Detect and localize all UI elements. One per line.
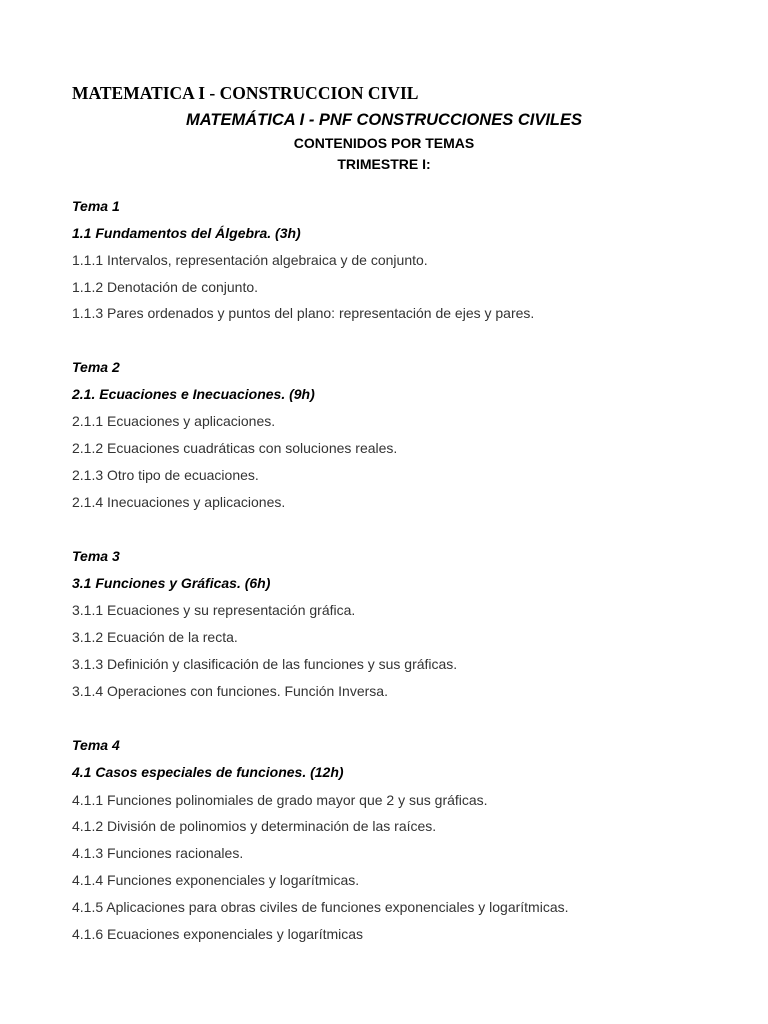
list-item: 2.1.4 Inecuaciones y aplicaciones. (72, 494, 286, 510)
document-title: MATEMATICA I - CONSTRUCCION CIVIL (72, 83, 419, 103)
list-item: 1.1.1 Intervalos, representación algebraica y de conjunto. (72, 252, 428, 268)
list-item: 4.1.5 Aplicaciones para obras civiles de funciones exponenciales y logarítmicas. (72, 899, 569, 915)
list-item: 3.1.1 Ecuaciones y su representación gráfica. (72, 602, 356, 618)
contents-heading: CONTENIDOS POR TEMAS (293, 135, 475, 151)
list-item: 4.1.1 Funciones polinomiales de grado mayor que 2 y sus gráficas. (72, 792, 488, 808)
list-item: 4.1.2 División de polinomios y determinación de las raíces. (72, 818, 437, 834)
section-title: 1.1 Fundamentos del Álgebra. (3h) (72, 225, 301, 241)
topic-label: Tema 2 (72, 359, 120, 375)
list-item: 4.1.4 Funciones exponenciales y logarítmicas. (72, 872, 360, 888)
list-item: 4.1.3 Funciones racionales. (72, 845, 244, 861)
topic-label: Tema 3 (72, 548, 120, 564)
list-item: 3.1.4 Operaciones con funciones. Función Inversa. (72, 683, 388, 699)
document-subtitle: MATEMÁTICA I - PNF CONSTRUCCIONES CIVILES (186, 111, 582, 129)
list-item: 2.1.3 Otro tipo de ecuaciones. (72, 467, 259, 483)
section-title: 4.1 Casos especiales de funciones. (12h) (72, 764, 344, 780)
list-item: 4.1.6 Ecuaciones exponenciales y logarítmicas (72, 926, 364, 942)
list-item: 1.1.3 Pares ordenados y puntos del plano: representación de ejes y pares. (72, 305, 535, 321)
topic-label: Tema 4 (72, 737, 120, 753)
list-item: 2.1.2 Ecuaciones cuadráticas con soluciones reales. (72, 440, 398, 456)
section-title: 2.1. Ecuaciones e Inecuaciones. (9h) (72, 386, 315, 402)
list-item: 3.1.3 Definición y clasificación de las funciones y sus gráficas. (72, 656, 458, 672)
topic-label: Tema 1 (72, 198, 120, 214)
list-item: 1.1.2 Denotación de conjunto. (72, 279, 259, 295)
trimester-heading: TRIMESTRE I: (337, 156, 431, 172)
section-title: 3.1 Funciones y Gráficas. (6h) (72, 575, 271, 591)
list-item: 2.1.1 Ecuaciones y aplicaciones. (72, 413, 276, 429)
list-item: 3.1.2 Ecuación de la recta. (72, 629, 238, 645)
